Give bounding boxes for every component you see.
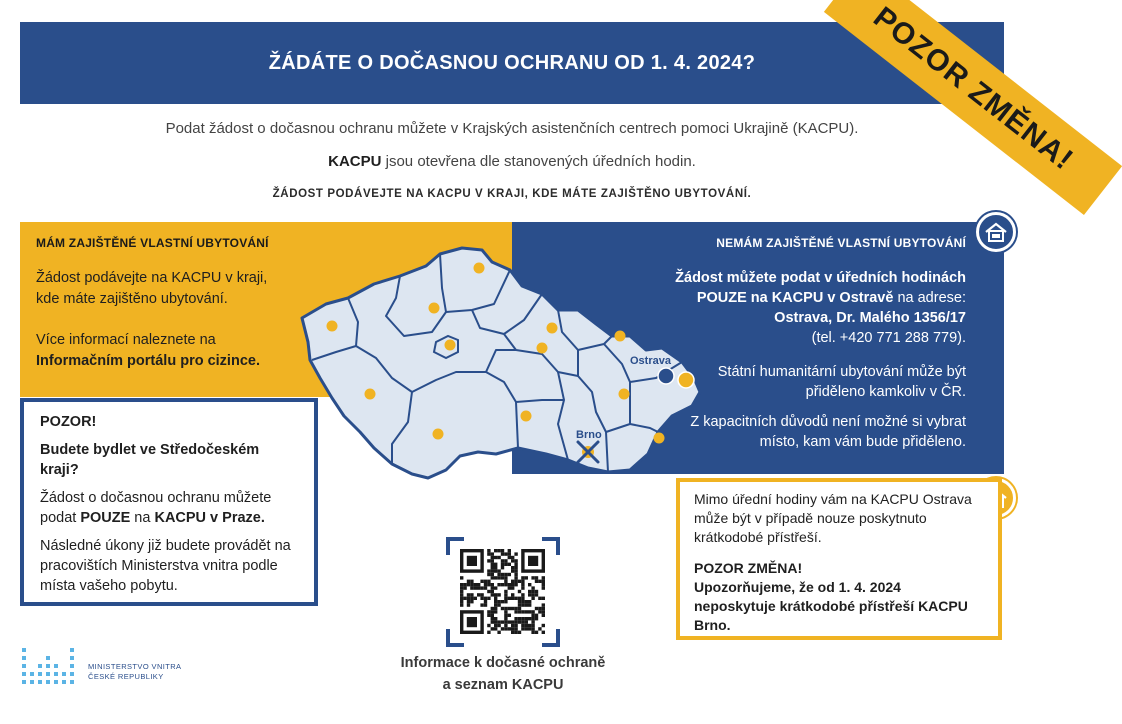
- map-label-ostrava: Ostrava: [630, 355, 671, 367]
- ministry-logo-icon: [20, 646, 80, 692]
- info-portal-link[interactable]: Informačním portálu pro cizince.: [36, 353, 260, 369]
- page-title: ŽÁDÁTE O DOČASNOU OCHRANU OD 1. 4. 2024?: [268, 51, 756, 74]
- shelter-notice-text: Mimo úřední hodiny vám na KACPU Ostrava může být v případě nouze poskytnuto krátkodobé přístřeší.: [694, 491, 972, 545]
- ministry-logo-line-2: ČESKÉ REPUBLIKY: [88, 672, 164, 681]
- ostrava-only: POUZE na KACPU v Ostravě: [696, 290, 894, 306]
- pozor-prague: KACPU v Praze.: [154, 510, 265, 526]
- intro-line-1: Podat žádost o dočasnou ochranu můžete v Krajských asistenčních centrech pomoci Ukrajině (KACPU).: [165, 120, 859, 137]
- change-notice-text: Upozorňujeme, že od 1. 4. 2024 neposkytuje krátkodobé přístřeší KACPU Brno.: [694, 579, 968, 633]
- intro-line-3: ŽÁDOST PODÁVEJTE NA KACPU V KRAJI, KDE MÁTE ZAJIŠTĚNO UBYTOVÁNÍ.: [272, 188, 752, 200]
- pozor-head: POZOR!: [40, 414, 97, 430]
- pozor-question: Budete bydlet ve Středočeském kraji?: [40, 442, 260, 478]
- ostrava-hours: Žádost můžete podat v úředních hodinách: [675, 270, 966, 286]
- intro-line-2: [0, 153, 1024, 170]
- pozor-box: [20, 398, 318, 606]
- shelter-icon: [976, 212, 1016, 252]
- ostrava-phone: (tel. +420 771 288 779).: [811, 330, 966, 346]
- own-accommodation-text: Žádost podávejte na KACPU v kraji, kde máte zajištěno ubytování.: [36, 270, 268, 307]
- ministry-logo-line-1: MINISTERSTVO VNITRA: [88, 662, 182, 671]
- no-accommodation-title: NEMÁM ZAJIŠTĚNÉ VLASTNÍ UBYTOVÁNÍ: [716, 236, 966, 250]
- qr-code-graphic: [446, 537, 560, 647]
- shelter-notice-box: [676, 478, 1002, 640]
- pozor-text-1-plain: Žádost o dočasnou ochranu můžete podat: [40, 490, 272, 526]
- ostrava-shelter-icon-yellow: [678, 372, 694, 388]
- pozor-text-1: [40, 488, 298, 528]
- qr-caption: [380, 652, 626, 696]
- ostrava-address-label: na adrese:: [893, 290, 966, 306]
- qr-caption-line-2: a seznam KACPU: [442, 677, 564, 693]
- intro-line-2-rest: jsou otevřena dle stanovených úředních hodin.: [381, 153, 696, 170]
- house-icon: [984, 221, 1008, 243]
- ostrava-address: Ostrava, Dr. Malého 1356/17: [774, 310, 966, 326]
- warning-banner-text: POZOR ZMĚNA!: [867, 0, 1080, 177]
- own-accommodation-title: MÁM ZAJIŠTĚNÉ VLASTNÍ UBYTOVÁNÍ: [36, 236, 269, 250]
- info-portal-text: [36, 330, 296, 372]
- state-accommodation-text: Státní humanitární ubytování může být přiděleno kamkoliv v ČR.: [717, 364, 966, 400]
- pozor-only: POUZE: [80, 510, 131, 526]
- capacity-text: Z kapacitních důvodů není možné si vybrat místo, kam vám bude přiděleno.: [690, 414, 966, 450]
- info-portal-prefix: Více informací naleznete na: [36, 332, 216, 348]
- ostrava-shelter-icon: [658, 368, 674, 384]
- change-notice-head: POZOR ZMĚNA!: [694, 560, 803, 576]
- qr-code[interactable]: [446, 537, 560, 647]
- pozor-text-2: Následné úkony již budete provádět na pracovištích Ministerstva vnitra podle místa vašeho pobytu.: [40, 538, 291, 594]
- pozor-text-1-mid: na: [130, 510, 155, 526]
- map-label-brno: Brno: [576, 429, 602, 441]
- intro-kacpu: KACPU: [328, 153, 382, 170]
- qr-caption-line-1: Informace k dočasné ochraně: [400, 655, 606, 671]
- czech-map: [296, 232, 726, 482]
- ministry-logo-text: [88, 662, 181, 682]
